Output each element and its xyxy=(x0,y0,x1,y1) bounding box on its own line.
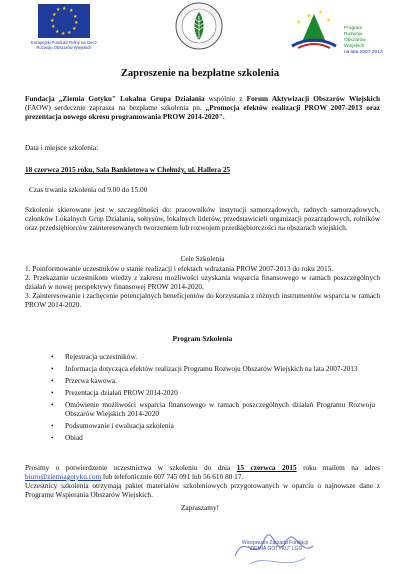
logo-bar xyxy=(0,0,400,60)
date-label: Data i miejsce szkolenia: xyxy=(25,143,99,152)
contact-part2: roku mailem na adres xyxy=(296,463,380,472)
goal-item: 3. Zainteresowanie i zachęcenie potencjalnych beneficjentów do korzystania z różnych instrumentów wsparcia w ramach PROW 2014-2020. xyxy=(25,291,380,309)
goals-heading: Cele Szkolenia xyxy=(180,254,225,263)
svg-text:★: ★ xyxy=(306,12,313,20)
program-heading: Program Szkolenia xyxy=(172,334,233,343)
eu-caption-line1: Europejski Fundusz Rolny na rzecz xyxy=(31,40,97,45)
program-item: • Informacja dotycząca efektów realizacji Programu Rozwoju Obszarów Wiejskich na lata 2007-2013 xyxy=(65,364,375,373)
prow-logo xyxy=(284,4,394,54)
intro-org1: Fundacja „Ziemia Gotyku" Lokalna Grupa Działania xyxy=(25,94,205,103)
program-item: • Obiad xyxy=(65,433,375,442)
eu-caption-line2: Rozwoju Obszarów Wiejskich xyxy=(36,45,92,50)
program-item: • Prezentacja działań PROW 2014-2020 xyxy=(65,388,375,397)
eu-caption xyxy=(28,40,100,50)
ministry-seal-icon xyxy=(175,2,223,50)
prow-line4: Wiejskich xyxy=(344,44,365,49)
prow-caption xyxy=(344,26,383,56)
closing-text: Zapraszamy! xyxy=(180,503,220,512)
email-link[interactable]: biuro@ziemiagotyku.com xyxy=(25,472,102,481)
intro-mid2: (FAOW) serdecznie zaprasza na bezpłatne szkolenia pn. xyxy=(25,103,206,112)
signature-line2: "ZIEMIA GOTYKU" LGD xyxy=(247,546,303,552)
date-value: 18 czerwca 2015 roku, Sala Bankietowa w Chełmży, ul. Hallera 25 xyxy=(25,165,231,174)
page-title: Zaproszenie na bezpłatne szkolenia xyxy=(120,68,280,79)
prow-line5: na lata 2007-2013 xyxy=(344,50,383,55)
rsvp-deadline: 15 czerwca 2015 xyxy=(236,463,297,472)
duration-text: Czas trwania szkolenia od 9.00 do 15.00 xyxy=(29,185,148,194)
eu-flag-icon: ★ ★ ★ ★ ★ ★ ★ ★ ★ ★ ★ ★ xyxy=(38,4,90,38)
signature-text xyxy=(205,540,345,552)
signature-line1: Wiceprezes Zarządu Fundacji xyxy=(241,540,309,546)
intro-topic: „Promocja efektów realizacji PROW 2007-2013 oraz prezentacja nowego okresu programowania PROW 2014-2020". xyxy=(25,103,380,121)
goal-item: 1. Poinformowanie uczestników o stanie realizacji i efektach wdrażania PROW 2007-2013 do roku 2015. xyxy=(25,264,334,273)
svg-text:★: ★ xyxy=(326,18,332,24)
svg-text:★: ★ xyxy=(296,20,302,26)
goal-item: 2. Przekazanie uczestnikom wiedzy z zakresu możliwości uzyskania wsparcia finansowego w ramach poszczególnych działań w nowej perspektywy finansowej PROW 2014-2020. xyxy=(25,273,380,291)
prow-emblem-icon xyxy=(284,4,344,52)
prow-line1: Program xyxy=(344,26,363,31)
program-item: • Przerwa kawowa. xyxy=(65,376,375,385)
program-item: • Omówienie możliwości wsparcia finansowego w ramach poszczególnych działań Programu Rozwoju Obszarów Wiejskich 2014-2020 xyxy=(65,400,375,418)
intro-mid1: wspólnie z xyxy=(204,94,247,103)
contact-part3: lub telefonicznie 607 745 091 lub 56 610 80 17. xyxy=(101,472,244,481)
prow-line3: Obszarów xyxy=(344,38,366,43)
audience-paragraph: Szkolenie skierowane jest w szczególności do: pracowników instytucji samorządowych, radnych samorządowych, członków Lokalnych Grup Działania, sołtysów, lokalnych liderów, przedstawicieli organizacji pozarządowych, rolników oraz przedsiębiorców zainteresowanych tworzeniem lub rozwojem przedsiębiorczości na obszarach wiejskich. xyxy=(25,205,380,232)
signature-stamp xyxy=(205,526,345,572)
intro-paragraph xyxy=(25,94,380,121)
contact-part1: Prosimy o potwierdzenie uczestnictwa w szkoleniu do dnia xyxy=(25,463,237,472)
eu-logo xyxy=(28,4,100,50)
program-list xyxy=(25,352,380,445)
goals-list xyxy=(25,264,380,309)
prow-line2: Rozwoju xyxy=(344,32,363,37)
contact-paragraph xyxy=(25,463,380,499)
program-item: • Podsumowanie i ewaluacja szkolenia xyxy=(65,421,375,430)
program-item: • Rejestracja uczestników. xyxy=(65,352,375,361)
contact-part4: Uczestnicy szkolenia otrzymają pakiet materiałów szkoleniowych przygotowanych w oparciu o najnowsze dane z Programu Wspierania Obszarów Wiejskich. xyxy=(25,481,380,499)
intro-org2: Forum Aktywizacji Obszarów Wiejskich xyxy=(246,94,381,103)
svg-text:★: ★ xyxy=(318,10,324,16)
